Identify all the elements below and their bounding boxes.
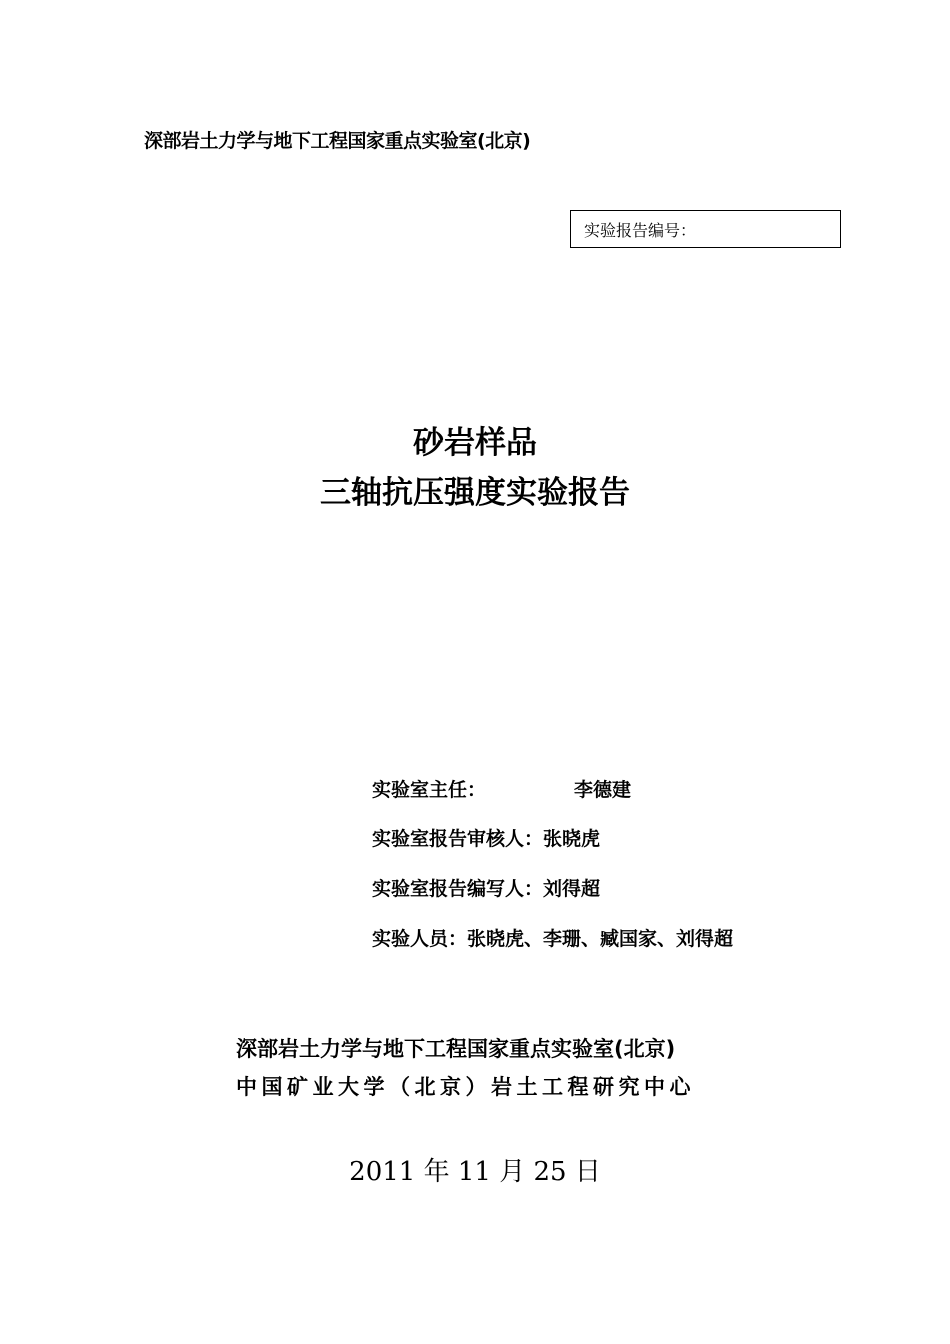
staff-label: 实验室报告审核人： [372, 828, 544, 850]
staff-value: 张晓虎、李珊、臧国家、刘得超 [467, 928, 734, 950]
staff-label: 实验室主任： [372, 779, 487, 801]
report-title [0, 418, 950, 518]
staff-value: 张晓虎 [543, 828, 601, 850]
staff-label: 实验人员： [372, 928, 468, 950]
staff-row-reviewer [372, 824, 600, 851]
footer-lab-name: 深部岩土力学与地下工程国家重点实验室(北京) [236, 1037, 676, 1061]
report-number-box [570, 210, 841, 248]
staff-value: 李德建 [574, 779, 632, 801]
footer-university: 中国矿业大学（北京）岩土工程研究中心 [236, 1075, 695, 1099]
staff-row-writer [372, 874, 600, 901]
staff-label: 实验室报告编写人： [372, 878, 544, 900]
staff-value: 刘得超 [543, 878, 601, 900]
report-date: 2011 年 11 月 25 日 [349, 1157, 601, 1187]
report-number-label: 实验报告编号： [584, 221, 697, 240]
staff-row-experimenters [372, 924, 733, 951]
header-lab-name: 深部岩土力学与地下工程国家重点实验室(北京) [144, 130, 531, 152]
title-line-sample: 砂岩样品 [413, 425, 537, 461]
title-line-report: 三轴抗压强度实验报告 [320, 475, 630, 511]
staff-row-director [372, 775, 631, 802]
